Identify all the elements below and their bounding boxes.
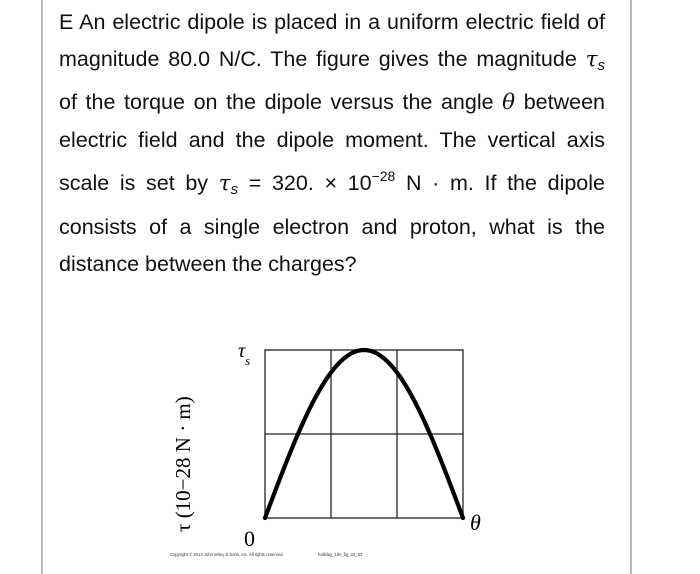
- tau-symbol: τ: [585, 46, 598, 72]
- tau-symbol-2: τ: [218, 171, 231, 197]
- problem-sentence-5: N · m. If the dipole consists of a single electron and proton, what is the distance between the charges?: [59, 171, 605, 276]
- origin-label: 0: [244, 526, 255, 551]
- problem-sentence-2: of the torque on the dipole versus the angle: [59, 90, 503, 115]
- problem-sentence-3: between electric field and the dipole moment. The vertical axis scale is set by: [59, 90, 605, 196]
- problem-sentence-4: = 320. × 10: [238, 171, 372, 196]
- problem-sentence-1: An electric dipole is placed in a uniform electric field of magnitude 80.0 N/C. The figure gives the magnitude: [59, 10, 605, 71]
- y-top-label: [238, 340, 250, 368]
- x-axis-label: θ: [470, 510, 481, 535]
- grid: [265, 350, 463, 518]
- copyright-text: Copyright © 2014 John Wiley & Sons, Inc. All rights reserved.: [170, 552, 284, 557]
- figure-id: halliday_10e_fig_22_63: [318, 552, 363, 557]
- exponent: −28: [371, 168, 396, 185]
- tau-subscript: s: [597, 56, 605, 74]
- tau-subscript-2: s: [230, 181, 239, 199]
- theta-symbol: θ: [502, 90, 516, 116]
- y-top-sub: s: [245, 353, 251, 368]
- y-top-tau: τ: [238, 340, 246, 362]
- y-axis-label: τ (10−28 N · m): [171, 396, 195, 532]
- part-label: E: [59, 10, 74, 34]
